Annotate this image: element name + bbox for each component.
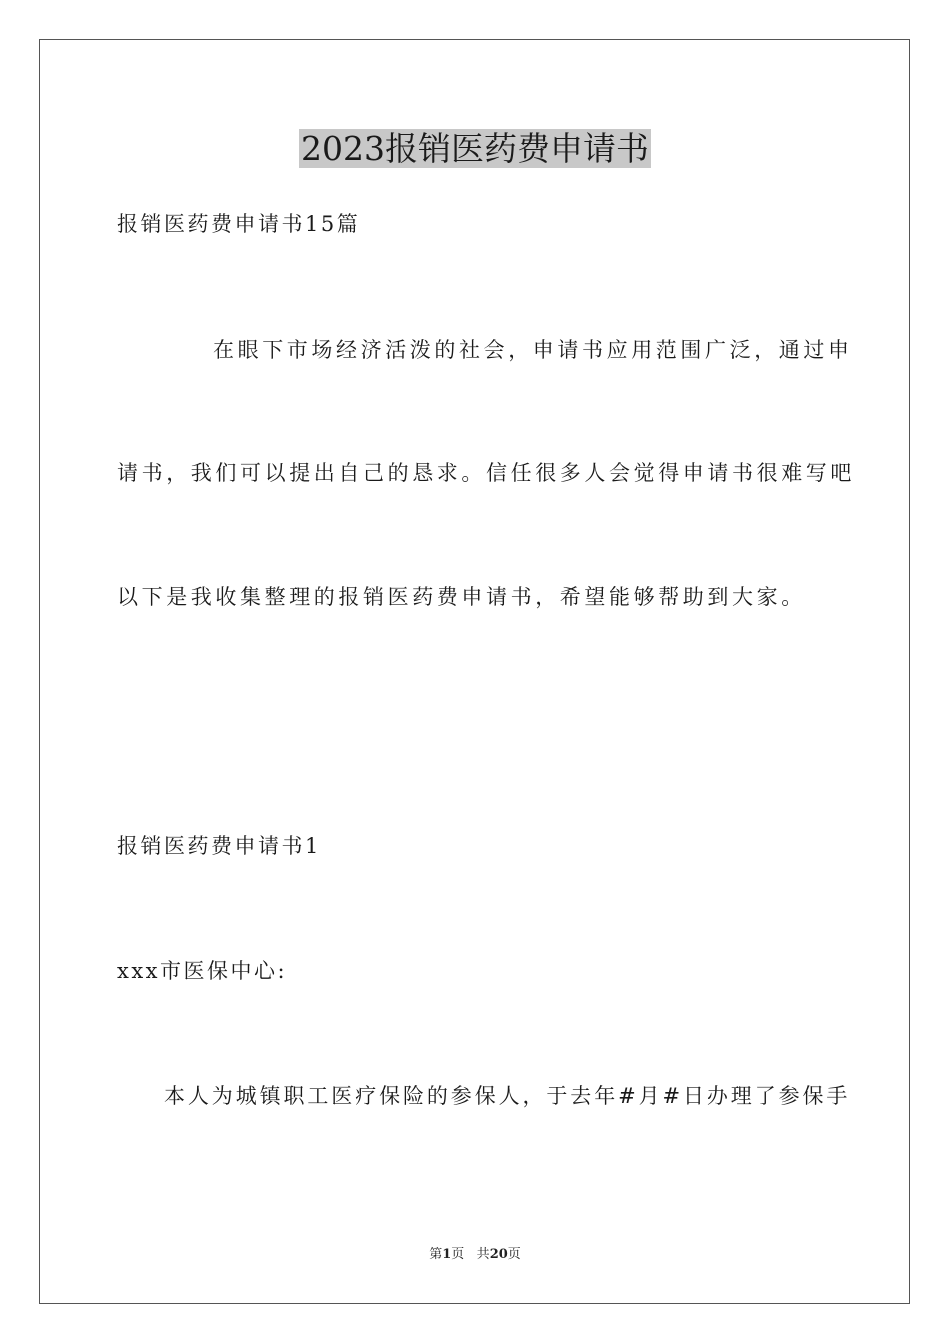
footer-total-unit: 页 <box>507 1247 521 1262</box>
salutation: xxx市医保中心: <box>117 959 288 983</box>
footer-current-page: 1 <box>442 1247 452 1262</box>
footer-page-unit: 页 <box>451 1247 465 1262</box>
footer-total-prefix: 共 <box>476 1247 490 1262</box>
document-subtitle: 报销医药费申请书15篇 <box>117 212 361 236</box>
intro-line-1: 在眼下市场经济活泼的社会，申请书应用范围广泛，通过申 <box>213 338 853 362</box>
section-heading: 报销医药费申请书1 <box>117 834 321 858</box>
document-title-text: 2023报销医药费申请书 <box>301 129 649 168</box>
document-title <box>0 127 950 171</box>
intro-line-3: 以下是我收集整理的报销医药费申请书，希望能够帮助到大家。 <box>117 585 806 609</box>
page-footer <box>0 1246 950 1264</box>
footer-prefix: 第 <box>429 1247 443 1262</box>
body-paragraph-line-1: 本人为城镇职工医疗保险的参保人，于去年#月#日办理了参保手 <box>164 1084 851 1108</box>
footer-total-pages: 20 <box>489 1247 508 1262</box>
intro-line-2: 请书，我们可以提出自己的恳求。信任很多人会觉得申请书很难写吧 <box>117 461 855 485</box>
